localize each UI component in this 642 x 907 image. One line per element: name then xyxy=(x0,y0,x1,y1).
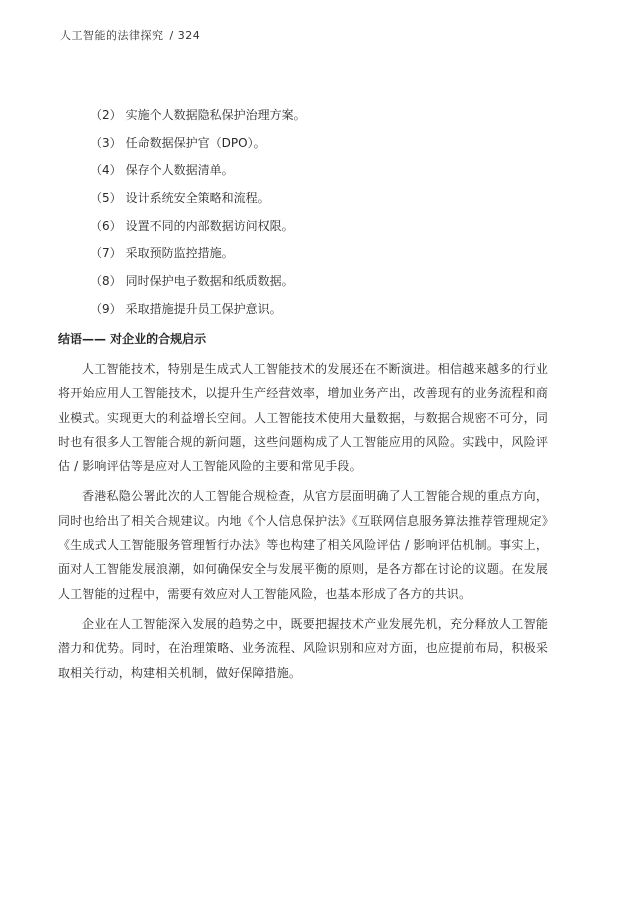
list-item xyxy=(90,107,590,135)
paragraph: 人工智能技术，特别是生成式人工智能技术的发展还在不断演进。相信越来越多的行业将开始应用人工智能技术，以提升生产经营效率，增加业务产出，改善现有的业务流程和商业模式。实现更大的利益增长空间。人工智能技术使用大量数据，与数据合规密不可分，同时也有很多人工智能合规的新问题，这些问题构成了人工智能应用的风险。实践中，风险评估 / 影响评估等是应对人工智能风险的主要和常见手段。 xyxy=(58,362,548,474)
list-item-number: （3） xyxy=(90,135,122,150)
list-item xyxy=(90,135,590,163)
list-item-number: （8） xyxy=(90,274,122,289)
list-item-number: （7） xyxy=(90,246,122,261)
list-item-text: 任命数据保护官（DPO）。 xyxy=(125,135,266,150)
page-number: / 324 xyxy=(169,29,201,42)
list-item-number: （6） xyxy=(90,218,122,233)
list-item xyxy=(90,162,590,190)
list-item xyxy=(90,190,590,218)
body-text xyxy=(58,357,548,691)
list-item-number: （2） xyxy=(90,108,122,122)
list-item-text: 实施个人数据隐私保护治理方案。 xyxy=(125,108,306,122)
list-item-text: 保存个人数据清单。 xyxy=(125,163,234,178)
list-item-text: 采取措施提升员工保护意识。 xyxy=(125,301,282,316)
list-item-number: （9） xyxy=(90,301,122,316)
list-item-text: 设置不同的内部数据访问权限。 xyxy=(125,218,294,233)
measures-list xyxy=(90,107,590,329)
list-item-text: 同时保护电子数据和纸质数据。 xyxy=(125,274,294,289)
list-item xyxy=(90,273,590,301)
paragraph: 企业在人工智能深入发展的趋势之中，既要把握技术产业发展先机，充分释放人工智能潜力和优势。同时，在治理策略、业务流程、风险识别和应对方面，也应提前布局，积极采取相关行动，构建相关机制，做好保障措施。 xyxy=(58,616,548,680)
list-item-text: 采取预防监控措施。 xyxy=(125,246,234,261)
paragraph: 香港私隐公署此次的人工智能合规检查，从官方层面明确了人工智能合规的重点方向，同时也给出了相关合规建议。内地《个人信息保护法》《互联网信息服务算法推荐管理规定》《生成式人工智能服务管理暂行办法》等也构建了相关风险评估 / 影响评估机制。事实上，面对人工智能发展浪潮，如何确保安全与发展平衡的原则，是各方都在讨论的议题。在发展人工智能的过程中，需要有效应对人工智能风险，也基本形成了各方的共识。 xyxy=(58,489,548,601)
list-item-number: （5） xyxy=(90,191,122,206)
section-heading: 结语—— 对企业的合规启示 xyxy=(58,332,207,346)
list-item xyxy=(90,301,590,329)
list-item-number: （4） xyxy=(90,163,122,178)
list-item-text: 设计系统安全策略和流程。 xyxy=(125,191,270,206)
list-item xyxy=(90,245,590,273)
book-title: 人工智能的法律探究 xyxy=(60,29,164,42)
list-item xyxy=(90,218,590,246)
running-header xyxy=(60,27,200,43)
